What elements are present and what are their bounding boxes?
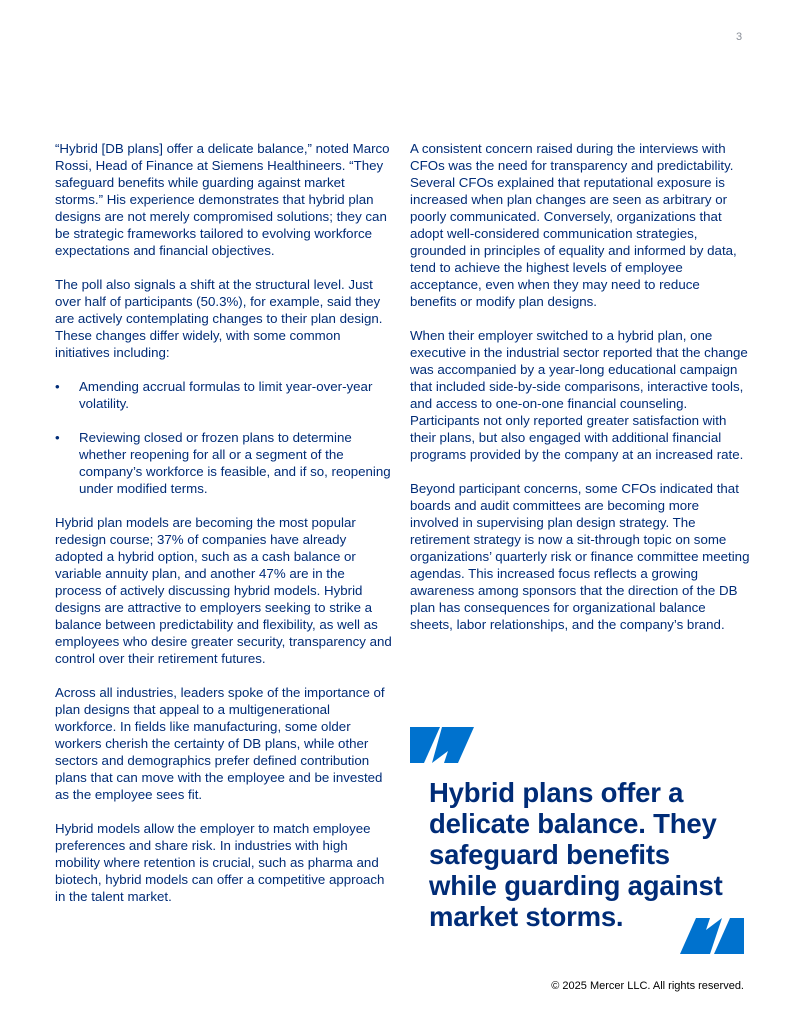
- close-quote-mark-icon: [680, 918, 744, 959]
- bullet-icon: •: [55, 379, 60, 394]
- pull-quote-block: [410, 727, 750, 959]
- page-number: 3: [736, 31, 743, 43]
- bullet-icon: •: [55, 430, 60, 445]
- paragraph: “Hybrid [DB plans] offer a delicate balance,” noted Marco Rossi, Head of Finance at Siemens Healthineers. “They safeguard benefits while guarding against market storms.” His experience demonstrates that hybrid plan designs are not merely compromised solutions; they can be strategic frameworks tailored to evolving workforce expectations and financial objectives.: [55, 141, 390, 258]
- paragraph: Hybrid models allow the employer to match employee preferences and share risk. In industries with high mobility where retention is crucial, such as pharma and biotech, hybrid models can offer a competitive approach in the talent market.: [55, 821, 385, 904]
- bullet-item: [55, 378, 395, 412]
- paragraph: Across all industries, leaders spoke of the importance of plan designs that appeal to a multigenerational workforce. In fields like manufacturing, some older workers cherish the certainty of DB plans, while other sectors and demographics prefer defined contribution plans that can move with the employee and be invested as the employee sees fit.: [55, 685, 385, 802]
- paragraph: A consistent concern raised during the interviews with CFOs was the need for transparency and predictability. Several CFOs explained that reputational exposure is increased when plan changes are seen as arbitrary or poorly communicated. Conversely, organizations that adopt well-considered communication strategies, grounded in principles of equality and informed by data, tend to achieve the highest levels of employee acceptance, even when they may need to reduce benefits or modify plan designs.: [410, 141, 737, 309]
- bullet-text: Amending accrual formulas to limit year-over-year volatility.: [79, 379, 373, 411]
- right-column: [410, 140, 750, 650]
- bullet-list: [55, 378, 395, 497]
- bullet-text: Reviewing closed or frozen plans to determine whether reopening for all or a segment of the company’s workforce is feasible, and if so, reopening under modified terms.: [79, 430, 391, 496]
- open-quote-mark-icon: [410, 727, 474, 768]
- left-column: [55, 140, 395, 922]
- paragraph: The poll also signals a shift at the structural level. Just over half of participants (50.3%), for example, said they are actively contemplating changes to their plan design. These changes differ widely, with some common initiatives including:: [55, 277, 383, 360]
- pull-quote-text: Hybrid plans offer a delicate balance. They safeguard benefits while guarding against market storms.: [429, 777, 723, 932]
- paragraph: Beyond participant concerns, some CFOs indicated that boards and audit committees are becoming more involved in supervising plan design strategy. The retirement strategy is now a sit-through topic on some organizations’ quarterly risk or finance committee meeting agendas. This increased focus reflects a growing awareness among sponsors that the direction of the DB plan has consequences for organizational balance sheets, labor relationships, and the company’s brand.: [410, 481, 750, 632]
- paragraph: When their employer switched to a hybrid plan, one executive in the industrial sector reported that the change was accompanied by a year-long educational campaign that included side-by-side comparisons, interactive tools, and access to one-on-one financial counseling. Participants not only reported greater satisfaction with their plans, but also engaged with additional financial programs provided by the company at an increased rate.: [410, 328, 748, 462]
- bullet-item: [55, 429, 395, 497]
- paragraph: Hybrid plan models are becoming the most popular redesign course; 37% of companies have already adopted a hybrid option, such as a cash balance or variable annuity plan, and another 47% are in the process of actively discussing hybrid models. Hybrid designs are attractive to employers seeking to strike a balance between predictability and flexibility, as well as employees who desire greater security, transparency and control over their retirement futures.: [55, 515, 392, 666]
- footer-copyright: © 2025 Mercer LLC. All rights reserved.: [551, 980, 744, 992]
